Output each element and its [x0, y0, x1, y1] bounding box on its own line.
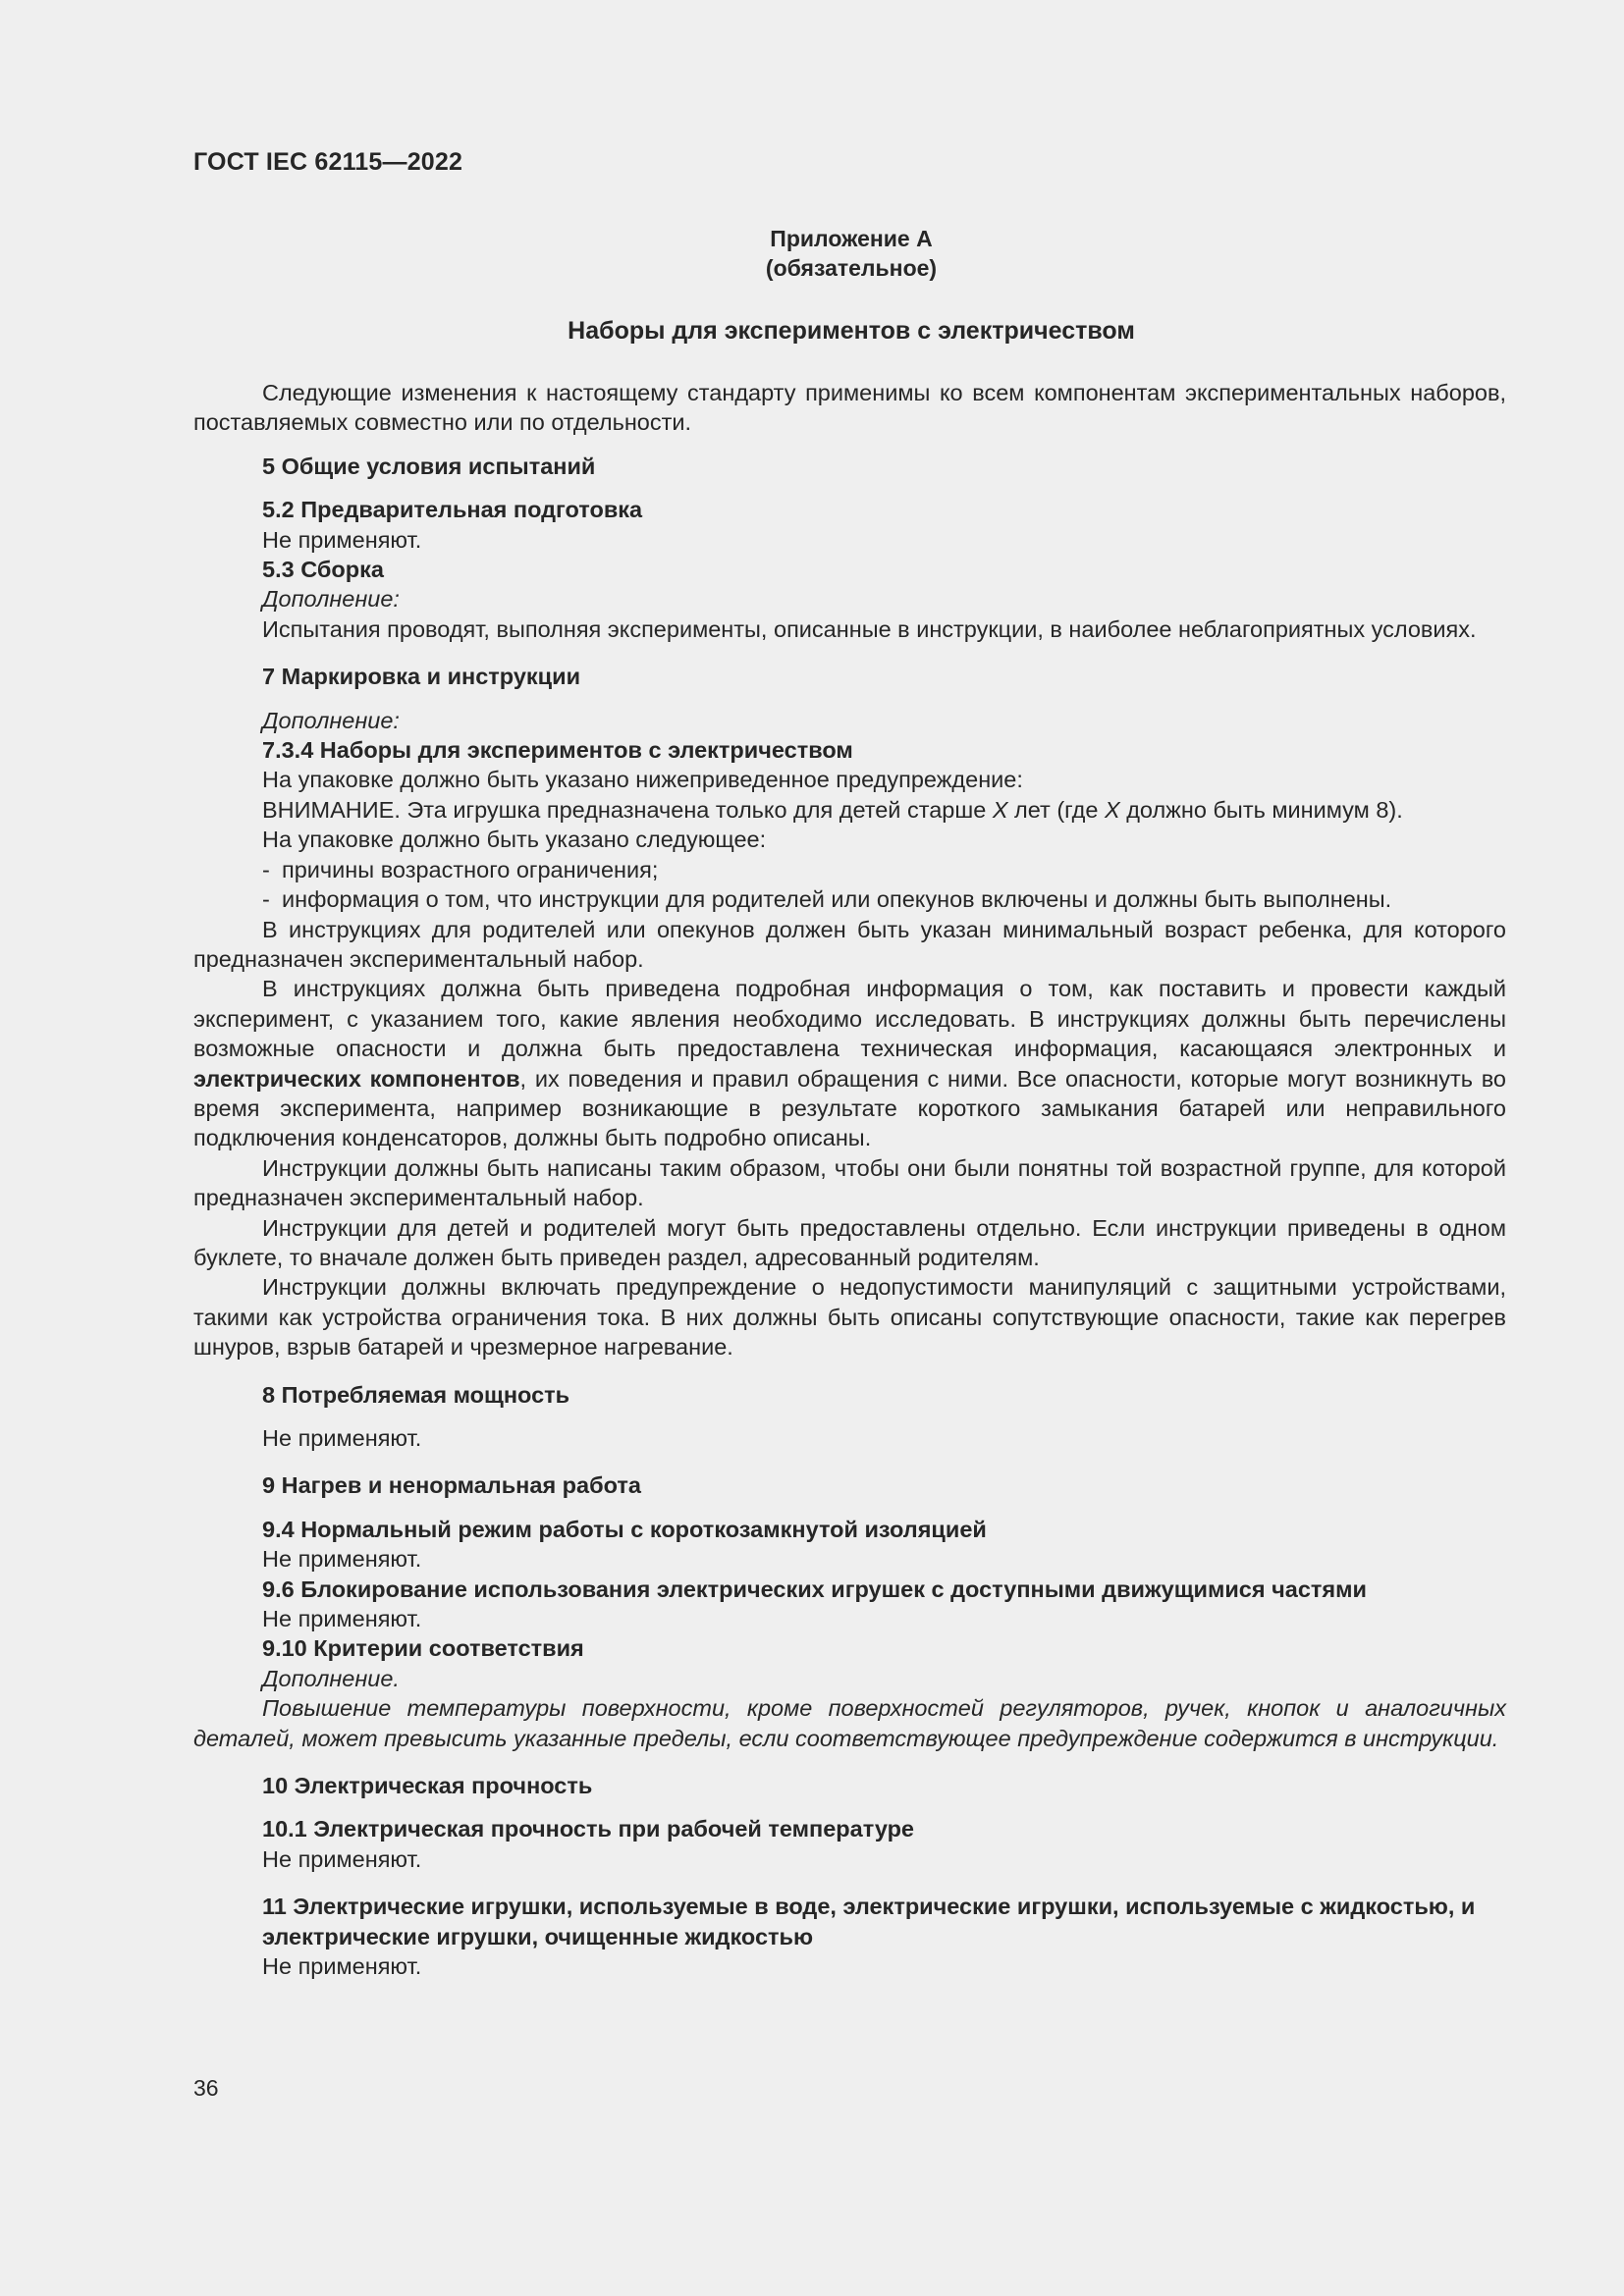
paragraph: Испытания проводят, выполняя эксперименты, описанные в инструкции, в наиболее неблагоприятных условиях. — [262, 615, 1477, 642]
text-run: должно быть минимум 8). — [1119, 796, 1403, 823]
annex-label: Приложение А — [770, 226, 933, 251]
section-heading: 11 Электрические игрушки, используемые в воде, электрические игрушки, используемые с жидкостью, и электрические игрушки, очищенные жидкостью — [262, 1894, 1476, 1949]
paragraph: В инструкциях для родителей или опекунов должен быть указан минимальный возраст ребенка, для которого предназначен экспериментальный набор. — [193, 916, 1506, 972]
list-item-text: информация о том, что инструкции для родителей или опекунов включены и должны быть выполнены. — [282, 886, 1392, 913]
paragraph: Не применяют. — [262, 1953, 422, 1980]
paragraph: Инструкции должны быть написаны таким образом, чтобы они были понятны той возрастной группе, для которой предназначен экспериментальный набор. — [193, 1154, 1506, 1211]
subsection-heading: 5.2 Предварительная подготовка — [262, 497, 643, 523]
section-heading: 8 Потребляемая мощность — [262, 1381, 570, 1408]
paragraph: Не применяют. — [262, 1845, 422, 1872]
paragraph: Не применяют. — [262, 1546, 422, 1573]
addition-label: Дополнение: — [262, 586, 400, 613]
paragraph: Не применяют. — [262, 1425, 422, 1451]
annex-heading — [193, 224, 1509, 283]
subsection-heading: 9.6 Блокирование использования электрических игрушек с доступными движущимися частями — [262, 1575, 1367, 1602]
annex-title: Наборы для экспериментов с электричеством — [568, 317, 1135, 345]
text-run: ВНИМАНИЕ. Эта игрушка предназначена только для детей старше — [262, 796, 993, 823]
addition-label: Дополнение: — [262, 707, 400, 733]
subsection-heading: 5.3 Сборка — [262, 557, 384, 583]
subsection-heading: 10.1 Электрическая прочность при рабочей температуре — [262, 1816, 915, 1842]
text-run: В инструкциях должна быть приведена подробная информация о том, как поставить и провести каждый эксперимент, с указанием того, какие явления необходимо исследовать. В инструкциях должны быть перечислены возможные опасности и должна быть предоставлена техническая информация, касающаяся электронных и — [193, 976, 1506, 1062]
text-run: X — [1104, 796, 1120, 823]
page-number: 36 — [193, 2075, 219, 2101]
list-dash: - — [262, 886, 270, 913]
section-heading: 10 Электрическая прочность — [262, 1773, 593, 1799]
list-item-text: причины возрастного ограничения; — [282, 856, 659, 882]
paragraph: Не применяют. — [262, 526, 422, 553]
paragraph: На упаковке должно быть указано нижеприведенное предупреждение: — [262, 767, 1023, 793]
paragraph: Не применяют. — [262, 1606, 422, 1632]
paragraph: Инструкции должны включать предупреждение о недопустимости манипуляций с защитными устройствами, такими как устройства ограничения тока. В них должны быть описаны сопутствующие опасности, такие как перегрев шнуров, взрыв батарей и чрезмерное нагревание. — [193, 1274, 1506, 1361]
annex-status: (обязательное) — [765, 255, 938, 281]
paragraph: Повышение температуры поверхности, кроме поверхностей регуляторов, ручек, кнопок и аналогичных деталей, может превысить указанные пределы, если соответствующее предупреждение содержится в инструкции. — [193, 1695, 1506, 1751]
section-heading: 5 Общие условия испытаний — [262, 453, 596, 479]
paragraph: Инструкции для детей и родителей могут быть предоставлены отдельно. Если инструкции приведены в одном буклете, то вначале должен быть приведен раздел, адресованный родителям. — [193, 1214, 1506, 1270]
subsection-heading: 9.10 Критерии соответствия — [262, 1635, 584, 1662]
section-heading: 7 Маркировка и инструкции — [262, 664, 581, 690]
text-run-bold: электрических компонентов — [193, 1065, 520, 1092]
list-item — [193, 855, 1506, 884]
subsection-heading: 7.3.4 Наборы для экспериментов с электричеством — [262, 737, 853, 764]
paragraph — [193, 974, 1506, 1152]
document-body — [193, 378, 1506, 1982]
subsection-heading: 9.4 Нормальный режим работы с короткозамкнутой изоляцией — [262, 1516, 987, 1542]
paragraph: На упаковке должно быть указано следующее: — [262, 827, 767, 853]
text-run: X — [992, 796, 1008, 823]
list-item — [193, 884, 1506, 914]
text-run: лет (где — [1007, 796, 1105, 823]
text-run: , их поведения и правил обращения с ними. Все опасности, которые могут возникнуть во время эксперимента, например возникающие в результате короткого замыкания батарей или неправильного подключения конденсаторов, должны быть подробно описаны. — [193, 1065, 1506, 1151]
list-dash: - — [262, 856, 270, 882]
addition-label: Дополнение. — [262, 1665, 400, 1691]
warning-paragraph — [193, 795, 1506, 825]
section-heading: 9 Нагрев и ненормальная работа — [262, 1472, 641, 1499]
intro-paragraph: Следующие изменения к настоящему стандарту применимы ко всем компонентам экспериментальных наборов, поставляемых совместно или по отдельности. — [193, 380, 1506, 436]
document-header: ГОСТ IEC 62115—2022 — [193, 148, 463, 176]
